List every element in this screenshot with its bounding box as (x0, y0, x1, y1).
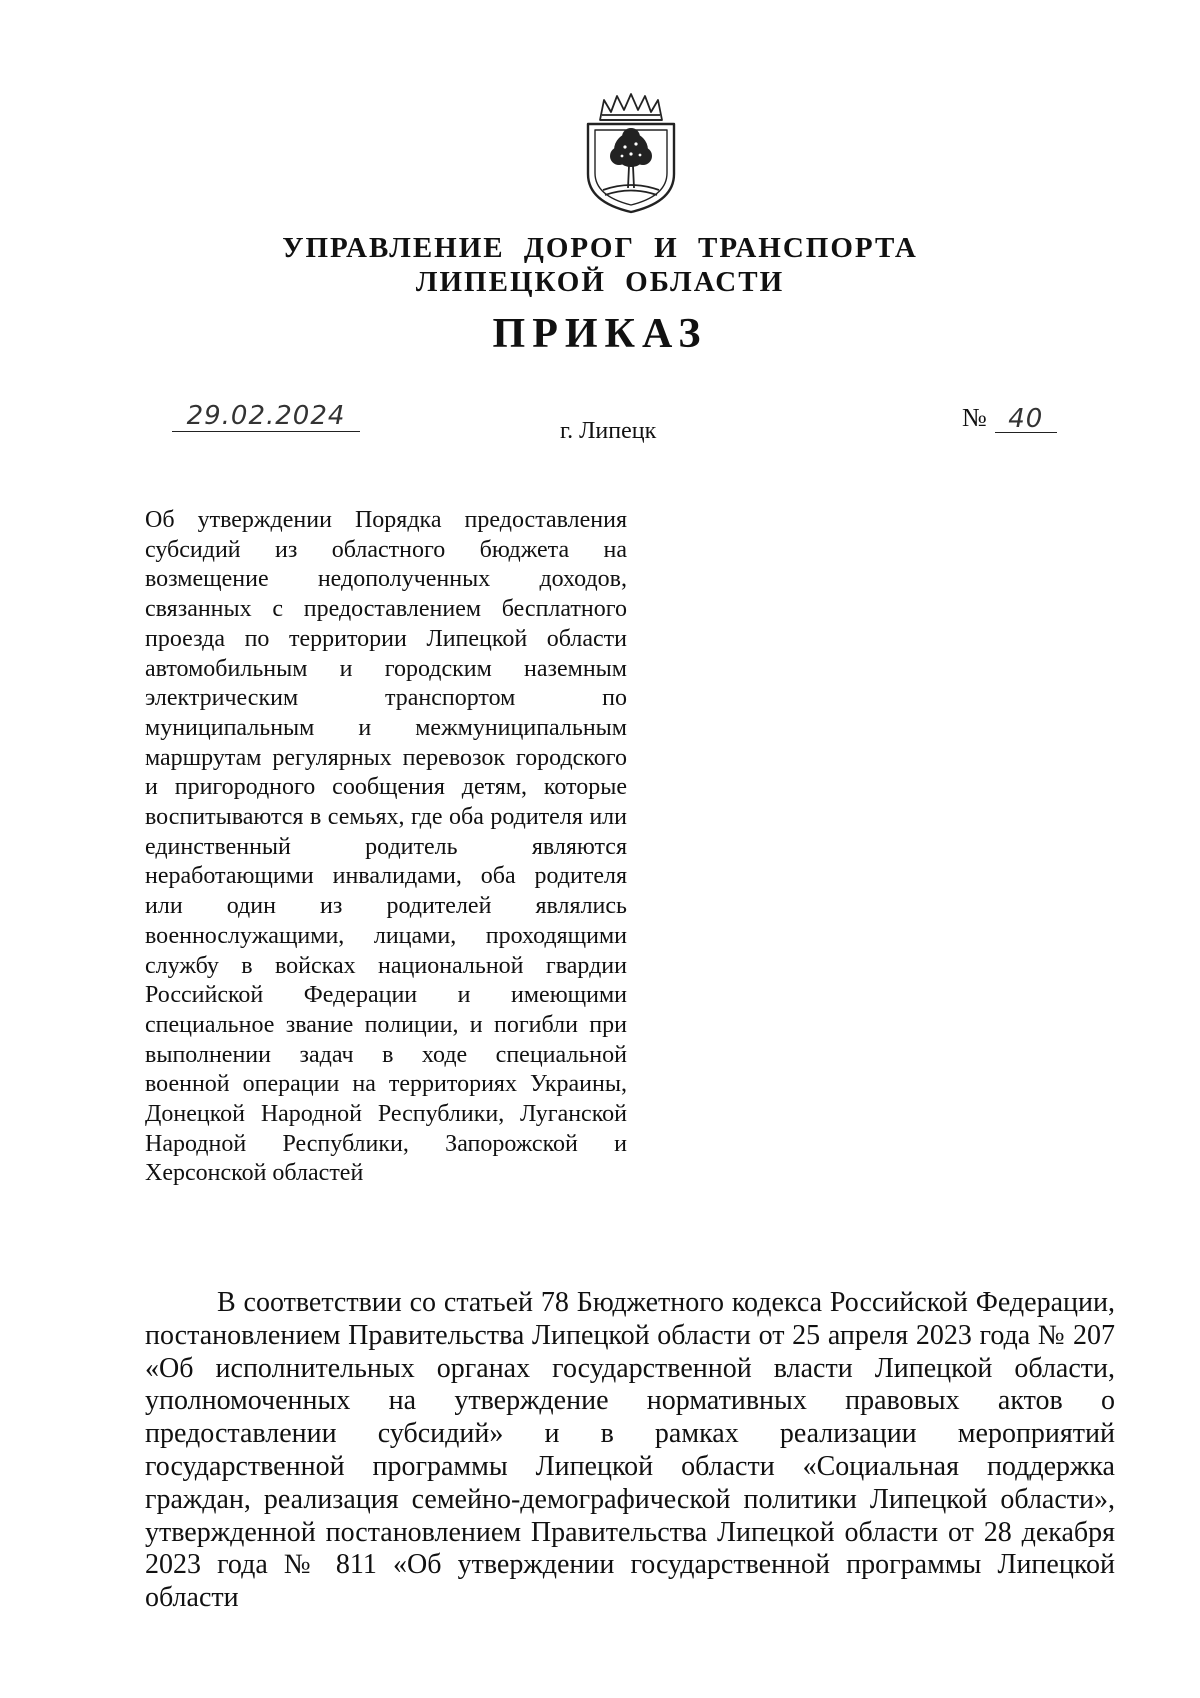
document-type-title: ПРИКАЗ (492, 311, 708, 357)
document-city: г. Липецк (560, 418, 657, 444)
agency-name-line1: УПРАВЛЕНИЕ ДОРОГ И ТРАНСПОРТА (282, 232, 918, 264)
document-date: 29.02.2024 (172, 403, 360, 432)
number-value: 40 (995, 406, 1057, 433)
number-sign: № (962, 403, 987, 432)
document-subject: Об утверждении Порядка предоставления субсидий из областного бюджета на возмещение недополученных доходов, связанных с предоставлением бесплатного проезда по территории Липецкой области автомобильным и городским наземным электрическим транспортом по муниципальным и межмуниципальным маршрутам регулярных перевозок городского и пригородного сообщения детям, которые воспитываются в семьях, где оба родителя или единственный родитель являются неработающими инвалидами, оба родителя или один из родителей являлись военнослужащими, лицами, проходящими службу в войсках национальной гвардии Российской Федерации и имеющими специальное звание полиции, и погибли при выполнении задач в ходе специальной военной операции на территориях Украины, Донецкой Народной Республики, Луганской Народной Республики, Запорожской и Херсонской областей (145, 507, 627, 1187)
document-number (962, 403, 1057, 433)
agency-name-line2: ЛИПЕЦКОЙ ОБЛАСТИ (415, 266, 785, 298)
coat-of-arms-icon (578, 92, 684, 214)
document-body: В соответствии со статьей 78 Бюджетного кодекса Российской Федерации, постановлением Правительства Липецкой области от 25 апреля 2023 года № 207 «Об исполнительных органах государственной власти Липецкой области, уполномоченных на утверждение нормативных правовых актов о предоставлении субсидий» и в рамках реализации мероприятий государственной программы Липецкой области «Социальная поддержка граждан, реализация семейно-демографической политики Липецкой области», утвержденной постановлением Правительства Липецкой области от 28 декабря 2023 года № 811 «Об утверждении государственной программы Липецкой области (145, 1287, 1115, 1614)
